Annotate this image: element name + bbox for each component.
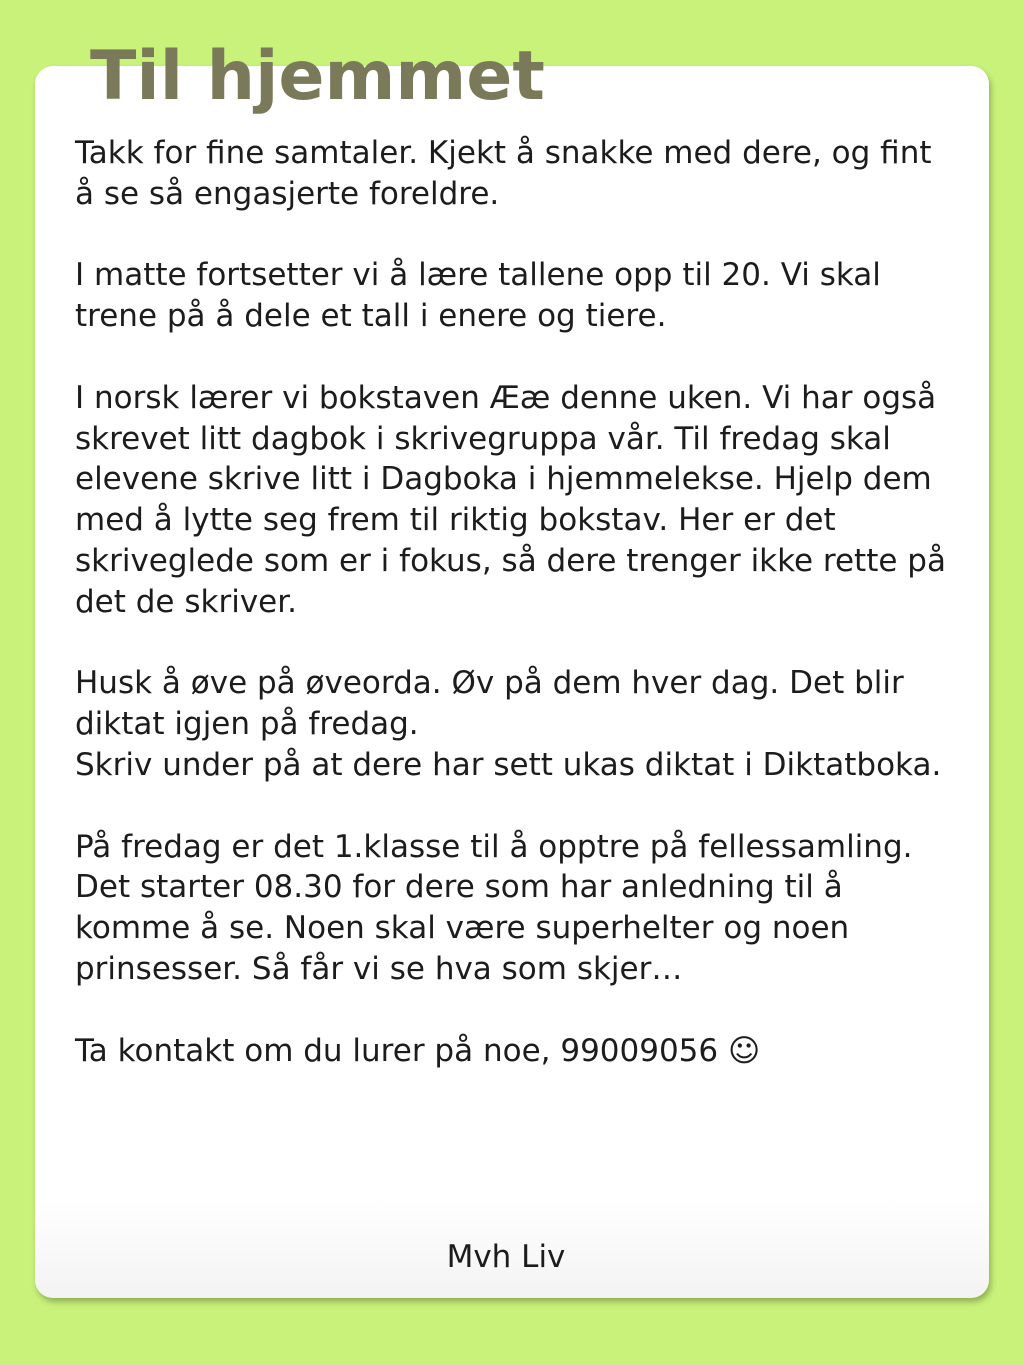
paragraph-dictation-sign: Skriv under på at dere har sett ukas diktat i Diktatboka.	[75, 746, 942, 783]
page-title: Til hjemmet	[90, 37, 545, 116]
paragraph-practice-words: Husk å øve på øveorda. Øv på dem hver dag. Det blir diktat igjen på fredag.	[75, 665, 904, 743]
letter-body	[75, 133, 955, 1071]
paragraph-contact: Ta kontakt om du lurer på noe, 99009056 ☺	[75, 1032, 761, 1069]
signature: Mvh Liv	[446, 1239, 566, 1275]
paragraph-thanks: Takk for fine samtaler. Kjekt å snakke med dere, og fint å se så engasjerte foreldre.	[75, 135, 932, 212]
paragraph-math: I matte fortsetter vi å lære tallene opp til 20. Vi skal trene på å dele et tall i enere og tiere.	[75, 257, 881, 335]
paragraph-friday-show: På fredag er det 1.klasse til å opptre på fellessamling. Det starter 08.30 for dere som har anledning til å komme å se. Noen skal være superhelter og noen prinsesser. Så får vi se hva som skjer…	[75, 828, 913, 987]
paragraph-norwegian: I norsk lærer vi bokstaven Ææ denne uken. Vi har også skrevet litt dagbok i skrivegruppa vår. Til fredag skal elevene skrive litt i Dagboka i hjemmelekse. Hjelp dem med å lytte seg frem til riktig bokstav. Her er det skriveglede som er i fokus, så dere trenger ikke rette på det de skriver.	[75, 379, 946, 620]
